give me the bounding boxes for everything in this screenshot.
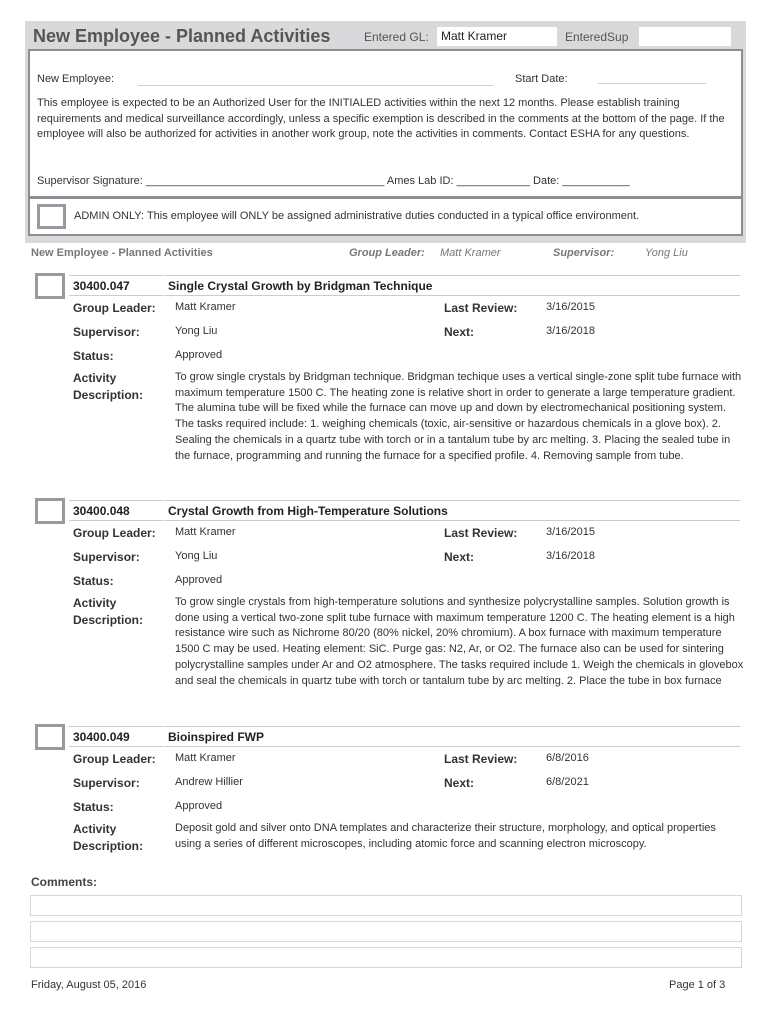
status-label: Status: [73, 800, 114, 814]
activity-item [25, 724, 746, 859]
comment-field[interactable] [30, 895, 742, 916]
last-review-label: Last Review: [444, 752, 518, 766]
supervisor-label: Supervisor: [73, 776, 140, 790]
entered-gl-field[interactable]: Matt Kramer [437, 27, 557, 46]
activity-item [25, 498, 746, 713]
status-label: Status: [73, 349, 114, 363]
signature-row: Supervisor Signature: _______________________________________ Ames Lab ID: ____________ Date: ___________ [37, 175, 630, 187]
next-review-label: Next: [444, 325, 475, 339]
status-label: Status: [73, 574, 114, 588]
next-review-label: Next: [444, 776, 475, 790]
entered-gl-label: Entered GL: [364, 30, 429, 44]
page-number: Page 1 of 3 [669, 979, 726, 991]
last-review-value: 6/8/2016 [546, 752, 589, 764]
new-employee-label: New Employee: [37, 73, 115, 85]
instructions-paragraph: This employee is expected to be an Authorized User for the INITIALED activities within the next 12 months. Please establish training requirements and medical surveillance accordingly, unless a specific exemption is described in the comments at the bottom of the page. If the employee will also be authorized for activities in another work group, note the activities in comments. Contact ESHA for any questions. [37, 97, 725, 140]
status-value: Approved [175, 800, 223, 812]
list-header-supervisor-value: Yong Liu [645, 247, 688, 259]
status-value: Approved [175, 574, 223, 586]
comment-field[interactable] [30, 947, 742, 968]
page-title: New Employee - Planned Activities [33, 26, 331, 46]
supervisor-value: Yong Liu [175, 325, 218, 337]
last-review-label: Last Review: [444, 526, 518, 540]
group-leader-label: Group Leader: [73, 526, 156, 540]
activity-id: 30400.048 [69, 500, 164, 521]
group-leader-label: Group Leader: [73, 301, 156, 315]
activity-description: To grow single crystals by Bridgman technique. Bridgman techique uses a vertical single-zone split tube furnace with maximum temperature 1500 C. The heating zone is relative short in order to generate a large temperature gradient. The alumina tube will be fixed while the furnace can move up and down by electromechanical positioning system. The tasks required include: 1. weighing chemicals (toxic, air-sensitive or hazardous chemicals in a glove box). 2. Sealing the chemicals in a quartz tube with torch or in a tantalum tube by arc melting. 3. Placing the sealed tube in the furnace, programming and running the furnace for a specified profile. 4. Removing sample from tube. [175, 371, 742, 462]
group-leader-value: Matt Kramer [175, 301, 236, 313]
activity-description-label: Activity Description: [73, 596, 144, 627]
activity-description: Deposit gold and silver onto DNA templates and characterize their structure, morphology, and optical properties using a series of different microscopes, including atomic force and scanning electron microscopy. [175, 822, 716, 850]
admin-only-text: ADMIN ONLY: This employee will ONLY be assigned administrative duties conducted in a typical office environment. [74, 210, 640, 222]
activity-description-label: Activity Description: [73, 822, 144, 853]
next-review-value: 6/8/2021 [546, 776, 589, 788]
next-review-value: 3/16/2018 [546, 325, 595, 337]
start-date-label: Start Date: [515, 73, 568, 85]
supervisor-label: Supervisor: [73, 550, 140, 564]
start-date-field[interactable] [598, 83, 706, 84]
activity-initial-checkbox[interactable] [35, 498, 65, 524]
comment-field[interactable] [30, 921, 742, 942]
activity-initial-checkbox[interactable] [35, 273, 65, 299]
last-review-value: 3/16/2015 [546, 301, 595, 313]
group-leader-value: Matt Kramer [175, 752, 236, 764]
next-review-value: 3/16/2018 [546, 550, 595, 562]
activity-id: 30400.049 [69, 726, 164, 747]
entered-sup-field[interactable] [639, 27, 731, 46]
list-header-title: New Employee - Planned Activities [31, 247, 213, 259]
admin-only-checkbox[interactable] [37, 204, 66, 229]
group-leader-value: Matt Kramer [175, 526, 236, 538]
last-review-label: Last Review: [444, 301, 518, 315]
status-value: Approved [175, 349, 223, 361]
comments-label: Comments: [31, 875, 98, 889]
admin-only-box [28, 197, 743, 236]
supervisor-value: Andrew Hillier [175, 776, 243, 788]
activity-initial-checkbox[interactable] [35, 724, 65, 750]
supervisor-value: Yong Liu [175, 550, 218, 562]
employee-info-box [28, 49, 743, 198]
group-leader-label: Group Leader: [73, 752, 156, 766]
entered-sup-label: EnteredSup [565, 30, 629, 44]
activity-title: Single Crystal Growth by Bridgman Technique [165, 275, 740, 296]
header-panel [25, 21, 746, 243]
activity-title: Crystal Growth from High-Temperature Solutions [165, 500, 740, 521]
next-review-label: Next: [444, 550, 475, 564]
list-header-group-leader-value: Matt Kramer [440, 247, 501, 259]
new-employee-field[interactable] [138, 85, 493, 86]
activity-id: 30400.047 [69, 275, 164, 296]
list-header-group-leader-label: Group Leader: [349, 247, 425, 259]
footer-date: Friday, August 05, 2016 [31, 979, 147, 991]
list-header-supervisor-label: Supervisor: [553, 247, 615, 259]
activity-description-label: Activity Description: [73, 371, 144, 402]
activity-title: Bioinspired FWP [165, 726, 740, 747]
activity-item [25, 273, 746, 488]
supervisor-label: Supervisor: [73, 325, 140, 339]
activity-description: To grow single crystals from high-temperature solutions and synthesize polycrystalline samples. Solution growth is done using a vertical two-zone split tube furnace with maximum temperature 1200 C. The heating element is a high resistance wire such as Nichrome 80/20 (80% nickel, 20% chromium). A box furnace with maximum temperature 1500 C may be used. Heating element: SiC. Purge gas: N2, Ar, or O2. The furnace also can be used for sintering polycrystalline samples under Ar and O2 atmosphere. The tasks required include 1. Weigh the chemicals in glovebox and seal the chemicals in quartz tube with torch or tantalum tube by arc melting. 2. Place the tube in box furnace [175, 596, 744, 687]
last-review-value: 3/16/2015 [546, 526, 595, 538]
